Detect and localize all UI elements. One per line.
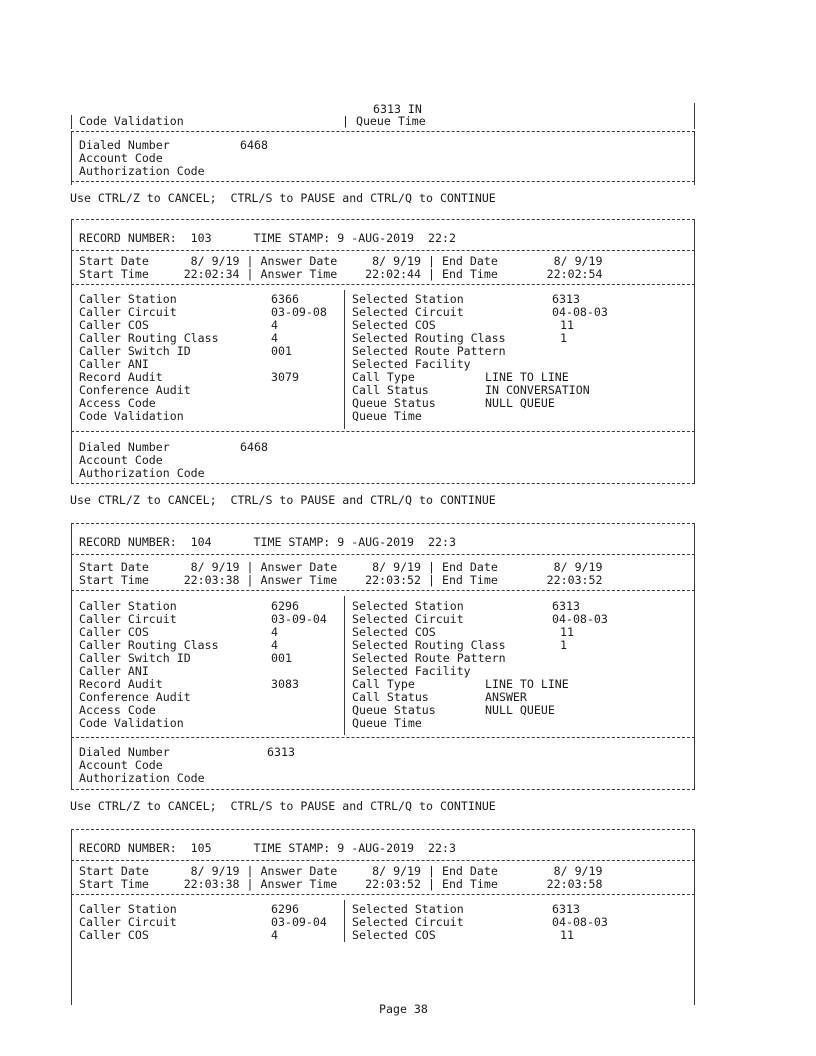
selected-routing-class-value: 1 xyxy=(560,331,567,345)
left-border xyxy=(71,739,72,789)
access-code-value xyxy=(271,704,327,717)
selected-cos-value: 11 xyxy=(560,928,574,942)
selected-circuit-label: Selected Circuit xyxy=(352,915,464,929)
record-top-border xyxy=(71,829,695,830)
caller-field-values xyxy=(271,293,327,423)
start-time-row: Start Time 22:03:38 | Answer Time 22:03:52 | End Time 22:03:52 xyxy=(79,573,603,587)
record-audit-value: 3083 xyxy=(271,677,299,691)
caller-station-value: 6296 xyxy=(271,902,299,916)
caller-field-labels xyxy=(79,903,177,942)
separator-line xyxy=(71,431,695,432)
left-border xyxy=(71,219,72,455)
access-code-label: Access Code xyxy=(79,703,156,717)
selected-facility-label: Selected Facility xyxy=(352,357,471,371)
caller-cos-value: 4 xyxy=(271,625,278,639)
call-status-value: IN CONVERSATION xyxy=(485,383,590,397)
caller-routing-class-value: 4 xyxy=(271,331,278,345)
right-border xyxy=(694,523,695,767)
authorization-code-label: Authorization Code xyxy=(79,466,205,480)
record-top-border xyxy=(71,523,695,524)
caller-cos-label: Caller COS xyxy=(79,625,149,639)
selected-cos-label: Selected COS xyxy=(352,928,436,942)
caller-ani-label: Caller ANI xyxy=(79,664,149,678)
call-status-label: Call Status xyxy=(352,690,429,704)
separator-line xyxy=(71,554,695,555)
caller-station-label: Caller Station xyxy=(79,599,177,613)
call-status-label: Call Status xyxy=(352,383,429,397)
selected-facility-label: Selected Facility xyxy=(352,664,471,678)
selected-cos-value: 11 xyxy=(560,625,574,639)
queue-in-text: 6313 IN xyxy=(373,102,422,116)
selected-station-value: 6313 xyxy=(552,902,580,916)
left-border xyxy=(71,829,72,1005)
call-status-value: ANSWER xyxy=(485,690,527,704)
caller-station-value: 6296 xyxy=(271,599,299,613)
selected-station-label: Selected Station xyxy=(352,599,464,613)
call-type-label: Call Type xyxy=(352,370,415,384)
caller-routing-class-label: Caller Routing Class xyxy=(79,638,219,652)
selected-route-pattern-label: Selected Route Pattern xyxy=(352,651,506,665)
record-top-border xyxy=(71,219,695,220)
account-code-label: Account Code xyxy=(79,453,163,467)
record-bottom-border xyxy=(71,483,695,484)
start-date-row: Start Date 8/ 9/19 | Answer Date 8/ 9/19 | End Date 8/ 9/19 xyxy=(79,254,603,268)
right-border xyxy=(694,131,695,185)
caller-field-values xyxy=(271,903,327,942)
queue-time-label: Queue Time xyxy=(352,716,422,730)
queue-status-value: NULL QUEUE xyxy=(485,396,555,410)
left-border xyxy=(71,115,72,129)
account-code-label: Account Code xyxy=(79,758,163,772)
access-code-label: Access Code xyxy=(79,396,156,410)
right-border xyxy=(694,739,695,789)
selected-route-pattern-label: Selected Route Pattern xyxy=(352,344,506,358)
account-code-label: Account Code xyxy=(79,151,163,165)
queue-status-label: Queue Status xyxy=(352,396,436,410)
conference-audit-value xyxy=(271,691,327,704)
dialed-number-value: 6468 xyxy=(240,440,268,454)
selected-cos-label: Selected COS xyxy=(352,625,436,639)
selected-circuit-value: 04-08-03 xyxy=(552,612,608,626)
separator-line xyxy=(71,737,695,738)
authorization-code-label: Authorization Code xyxy=(79,164,205,178)
start-date-row: Start Date 8/ 9/19 | Answer Date 8/ 9/19 | End Date 8/ 9/19 xyxy=(79,864,603,878)
queue-status-label: Queue Status xyxy=(352,703,436,717)
instruction-line: Use CTRL/Z to CANCEL; CTRL/S to PAUSE and CTRL/Q to CONTINUE xyxy=(70,191,496,205)
selected-station-label: Selected Station xyxy=(352,292,464,306)
record-audit-value: 3079 xyxy=(271,370,299,384)
caller-switch-id-value: 001 xyxy=(271,344,292,358)
separator-line xyxy=(71,860,695,861)
selected-cos-label: Selected COS xyxy=(352,318,436,332)
caller-switch-id-value: 001 xyxy=(271,651,292,665)
code-validation-label: Code Validation xyxy=(79,716,184,730)
column-divider xyxy=(344,596,345,735)
access-code-value xyxy=(271,397,327,410)
right-border xyxy=(694,829,695,1005)
separator-line xyxy=(71,894,695,895)
record-header: RECORD NUMBER: 103 TIME STAMP: 9 -AUG-2019 22:2 xyxy=(79,231,456,245)
selected-routing-class-label: Selected Routing Class xyxy=(352,638,506,652)
code-validation-label: Code Validation xyxy=(79,114,184,128)
start-date-row: Start Date 8/ 9/19 | Answer Date 8/ 9/19 | End Date 8/ 9/19 xyxy=(79,560,603,574)
column-divider xyxy=(344,900,345,942)
caller-circuit-label: Caller Circuit xyxy=(79,305,177,319)
selected-station-value: 6313 xyxy=(552,292,580,306)
selected-circuit-value: 04-08-03 xyxy=(552,915,608,929)
selected-circuit-label: Selected Circuit xyxy=(352,612,464,626)
record-header: RECORD NUMBER: 104 TIME STAMP: 9 -AUG-2019 22:3 xyxy=(79,535,456,549)
right-border xyxy=(694,103,695,129)
column-divider xyxy=(344,290,345,429)
caller-station-label: Caller Station xyxy=(79,292,177,306)
selected-station-label: Selected Station xyxy=(352,902,464,916)
caller-circuit-value: 03-09-04 xyxy=(271,915,327,929)
call-type-value: LINE TO LINE xyxy=(485,677,569,691)
queue-time-label: | Queue Time xyxy=(342,114,426,128)
caller-cos-label: Caller COS xyxy=(79,318,149,332)
selected-field-labels xyxy=(352,903,464,942)
code-validation-label: Code Validation xyxy=(79,409,184,423)
selected-field-labels xyxy=(352,600,506,730)
instruction-line: Use CTRL/Z to CANCEL; CTRL/S to PAUSE and CTRL/Q to CONTINUE xyxy=(70,799,496,813)
record-audit-label: Record Audit xyxy=(79,370,163,384)
dialed-number-value: 6313 xyxy=(267,745,295,759)
left-border xyxy=(71,523,72,767)
right-border xyxy=(694,433,695,483)
conference-audit-value xyxy=(271,384,327,397)
caller-field-labels xyxy=(79,600,219,730)
selected-routing-class-label: Selected Routing Class xyxy=(352,331,506,345)
selected-circuit-value: 04-08-03 xyxy=(552,305,608,319)
record-audit-label: Record Audit xyxy=(79,677,163,691)
right-border xyxy=(694,219,695,455)
selected-cos-value: 11 xyxy=(560,318,574,332)
code-validation-value xyxy=(271,717,327,730)
code-validation-value xyxy=(271,410,327,423)
caller-routing-class-value: 4 xyxy=(271,638,278,652)
caller-switch-id-label: Caller Switch ID xyxy=(79,651,191,665)
instruction-line: Use CTRL/Z to CANCEL; CTRL/S to PAUSE and CTRL/Q to CONTINUE xyxy=(70,493,496,507)
separator-line xyxy=(71,131,695,132)
caller-cos-value: 4 xyxy=(271,928,278,942)
caller-ani-label: Caller ANI xyxy=(79,357,149,371)
separator-line xyxy=(71,284,695,285)
dialed-number-label: Dialed Number xyxy=(79,745,170,759)
queue-status-value: NULL QUEUE xyxy=(485,703,555,717)
record-bottom-border xyxy=(71,789,695,790)
queue-time-label: Queue Time xyxy=(352,409,422,423)
selected-routing-class-value: 1 xyxy=(560,638,567,652)
caller-circuit-label: Caller Circuit xyxy=(79,612,177,626)
dialed-number-label: Dialed Number xyxy=(79,138,170,152)
page-number: Page 38 xyxy=(379,1002,428,1016)
caller-circuit-value: 03-09-08 xyxy=(271,305,327,319)
caller-circuit-value: 03-09-04 xyxy=(271,612,327,626)
caller-station-label: Caller Station xyxy=(79,902,177,916)
record-header: RECORD NUMBER: 105 TIME STAMP: 9 -AUG-2019 22:3 xyxy=(79,841,456,855)
caller-circuit-label: Caller Circuit xyxy=(79,915,177,929)
separator-line xyxy=(71,181,695,182)
caller-field-labels xyxy=(79,293,219,423)
selected-field-labels xyxy=(352,293,506,423)
start-time-row: Start Time 22:03:38 | Answer Time 22:03:52 | End Time 22:03:58 xyxy=(79,877,603,891)
selected-circuit-label: Selected Circuit xyxy=(352,305,464,319)
left-border xyxy=(71,433,72,483)
separator-line xyxy=(71,590,695,591)
authorization-code-label: Authorization Code xyxy=(79,771,205,785)
left-border xyxy=(71,131,72,185)
conference-audit-label: Conference Audit xyxy=(79,383,191,397)
caller-cos-value: 4 xyxy=(271,318,278,332)
caller-field-values xyxy=(271,600,327,730)
call-type-value: LINE TO LINE xyxy=(485,370,569,384)
dialed-number-value: 6468 xyxy=(240,138,268,152)
caller-station-value: 6366 xyxy=(271,292,299,306)
conference-audit-label: Conference Audit xyxy=(79,690,191,704)
call-type-label: Call Type xyxy=(352,677,415,691)
caller-routing-class-label: Caller Routing Class xyxy=(79,331,219,345)
caller-cos-label: Caller COS xyxy=(79,928,149,942)
caller-switch-id-label: Caller Switch ID xyxy=(79,344,191,358)
selected-station-value: 6313 xyxy=(552,599,580,613)
start-time-row: Start Time 22:02:34 | Answer Time 22:02:44 | End Time 22:02:54 xyxy=(79,267,603,281)
dialed-number-label: Dialed Number xyxy=(79,440,170,454)
separator-line xyxy=(71,250,695,251)
